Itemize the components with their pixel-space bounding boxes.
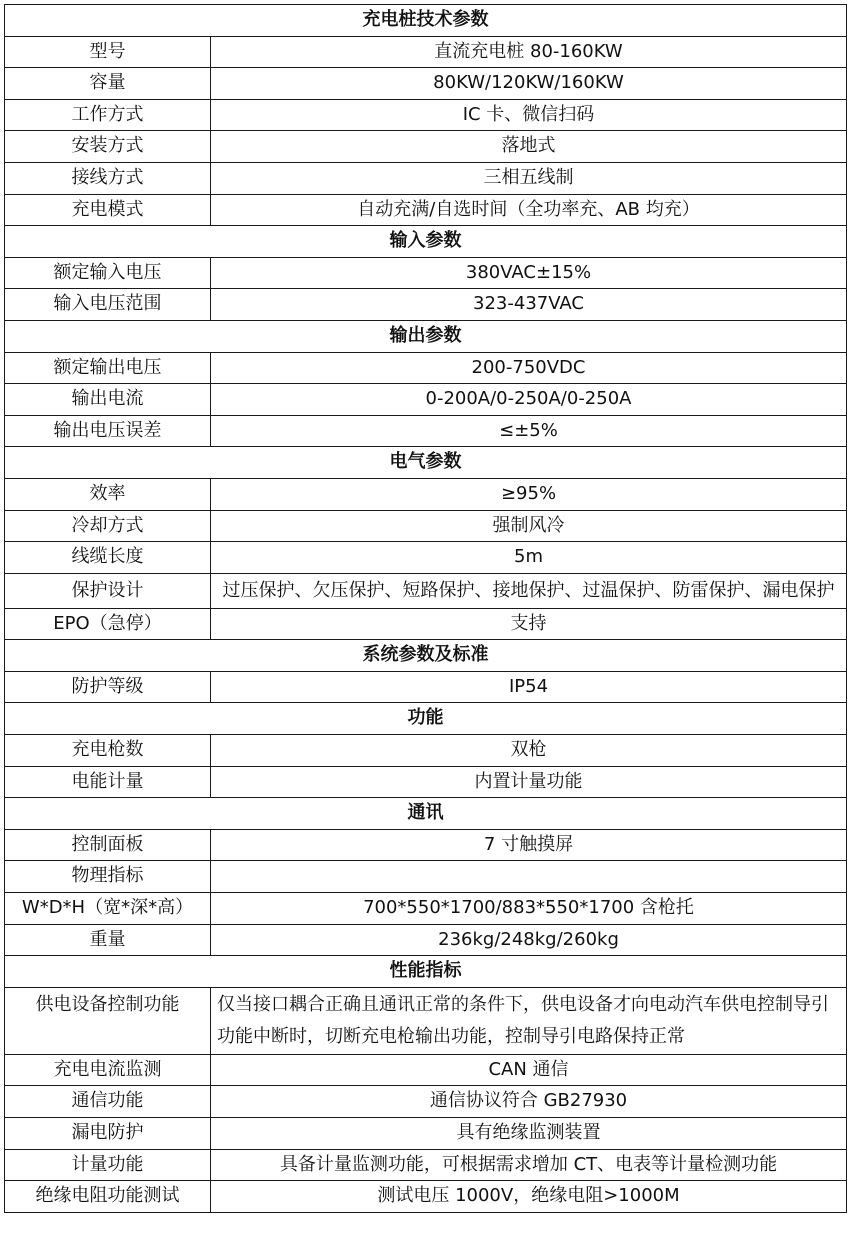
param-value: 7 寸触摸屏 <box>211 829 847 861</box>
param-value: 236kg/248kg/260kg <box>211 924 847 956</box>
param-label: 绝缘电阻功能测试 <box>5 1181 211 1213</box>
param-value: IP54 <box>211 671 847 703</box>
table-row <box>5 766 847 798</box>
param-label: 额定输出电压 <box>5 352 211 384</box>
param-value: 具有绝缘监测装置 <box>211 1118 847 1150</box>
param-label: 通信功能 <box>5 1086 211 1118</box>
param-value: 直流充电桩 80-160KW <box>211 36 847 68</box>
table-row <box>5 289 847 321</box>
param-value: 支持 <box>211 608 847 640</box>
param-label: W*D*H（宽*深*高） <box>5 893 211 925</box>
param-label: 工作方式 <box>5 99 211 131</box>
param-value: 仅当接口耦合正确且通讯正常的条件下，供电设备才向电动汽车供电控制导引功能中断时，切断充电枪输出功能，控制导引电路保持正常 <box>211 987 847 1054</box>
param-label: 输出电压误差 <box>5 415 211 447</box>
table-row <box>5 861 847 893</box>
section-header-row <box>5 798 847 830</box>
table-title: 充电桩技术参数 <box>5 5 847 37</box>
section-header-row <box>5 320 847 352</box>
param-value <box>211 861 847 893</box>
param-value: 通信协议符合 GB27930 <box>211 1086 847 1118</box>
section-header-row <box>5 640 847 672</box>
table-row <box>5 352 847 384</box>
param-label: 充电电流监测 <box>5 1054 211 1086</box>
spec-table <box>4 4 847 1213</box>
param-value: 自动充满/自选时间（全功率充、AB 均充） <box>211 194 847 226</box>
param-value: 80KW/120KW/160KW <box>211 68 847 100</box>
param-value: 三相五线制 <box>211 162 847 194</box>
param-value: 过压保护、欠压保护、短路保护、接地保护、过温保护、防雷保护、漏电保护 <box>211 573 847 608</box>
param-value: 测试电压 1000V，绝缘电阻>1000M <box>211 1181 847 1213</box>
param-label: 供电设备控制功能 <box>5 987 211 1054</box>
table-row <box>5 415 847 447</box>
table-row <box>5 36 847 68</box>
table-row <box>5 608 847 640</box>
param-value: 0-200A/0-250A/0-250A <box>211 384 847 416</box>
table-row <box>5 573 847 608</box>
table-row <box>5 510 847 542</box>
section-header-row <box>5 703 847 735</box>
param-value: 双枪 <box>211 735 847 767</box>
table-row <box>5 671 847 703</box>
param-value: 200-750VDC <box>211 352 847 384</box>
param-value: 700*550*1700/883*550*1700 含枪托 <box>211 893 847 925</box>
param-value: 内置计量功能 <box>211 766 847 798</box>
param-label: 输出电流 <box>5 384 211 416</box>
param-label: 冷却方式 <box>5 510 211 542</box>
param-value: 具备计量监测功能，可根据需求增加 CT、电表等计量检测功能 <box>211 1149 847 1181</box>
table-row <box>5 162 847 194</box>
param-label: 充电枪数 <box>5 735 211 767</box>
param-label: 安装方式 <box>5 131 211 163</box>
table-row <box>5 893 847 925</box>
spec-table-body <box>5 5 847 1213</box>
param-value: 强制风冷 <box>211 510 847 542</box>
table-row <box>5 478 847 510</box>
param-label: 漏电防护 <box>5 1118 211 1150</box>
table-row <box>5 1118 847 1150</box>
section-header: 系统参数及标准 <box>5 640 847 672</box>
param-value: ≥95% <box>211 478 847 510</box>
param-label: 额定输入电压 <box>5 257 211 289</box>
param-label: 线缆长度 <box>5 542 211 574</box>
table-row <box>5 1181 847 1213</box>
param-label: 防护等级 <box>5 671 211 703</box>
section-header-row <box>5 956 847 988</box>
table-row <box>5 131 847 163</box>
param-label: EPO（急停） <box>5 608 211 640</box>
table-row <box>5 384 847 416</box>
section-header-row <box>5 226 847 258</box>
section-header: 输入参数 <box>5 226 847 258</box>
param-value: IC 卡、微信扫码 <box>211 99 847 131</box>
param-label: 接线方式 <box>5 162 211 194</box>
table-row <box>5 735 847 767</box>
table-row <box>5 829 847 861</box>
param-label: 物理指标 <box>5 861 211 893</box>
param-value: 5m <box>211 542 847 574</box>
section-header: 电气参数 <box>5 447 847 479</box>
param-label: 型号 <box>5 36 211 68</box>
param-label: 容量 <box>5 68 211 100</box>
table-row <box>5 68 847 100</box>
section-header: 输出参数 <box>5 320 847 352</box>
table-row <box>5 1149 847 1181</box>
param-value: 380VAC±15% <box>211 257 847 289</box>
table-title-row <box>5 5 847 37</box>
section-header: 功能 <box>5 703 847 735</box>
param-label: 效率 <box>5 478 211 510</box>
section-header-row <box>5 447 847 479</box>
param-label: 保护设计 <box>5 573 211 608</box>
param-value: 323-437VAC <box>211 289 847 321</box>
table-row <box>5 194 847 226</box>
param-label: 充电模式 <box>5 194 211 226</box>
table-row <box>5 987 847 1054</box>
param-value: ≤±5% <box>211 415 847 447</box>
table-row <box>5 257 847 289</box>
param-label: 控制面板 <box>5 829 211 861</box>
param-label: 电能计量 <box>5 766 211 798</box>
table-row <box>5 542 847 574</box>
param-value: CAN 通信 <box>211 1054 847 1086</box>
param-label: 输入电压范围 <box>5 289 211 321</box>
table-row <box>5 1054 847 1086</box>
table-row <box>5 99 847 131</box>
param-label: 计量功能 <box>5 1149 211 1181</box>
section-header: 性能指标 <box>5 956 847 988</box>
table-row <box>5 924 847 956</box>
table-row <box>5 1086 847 1118</box>
section-header: 通讯 <box>5 798 847 830</box>
param-value: 落地式 <box>211 131 847 163</box>
param-label: 重量 <box>5 924 211 956</box>
